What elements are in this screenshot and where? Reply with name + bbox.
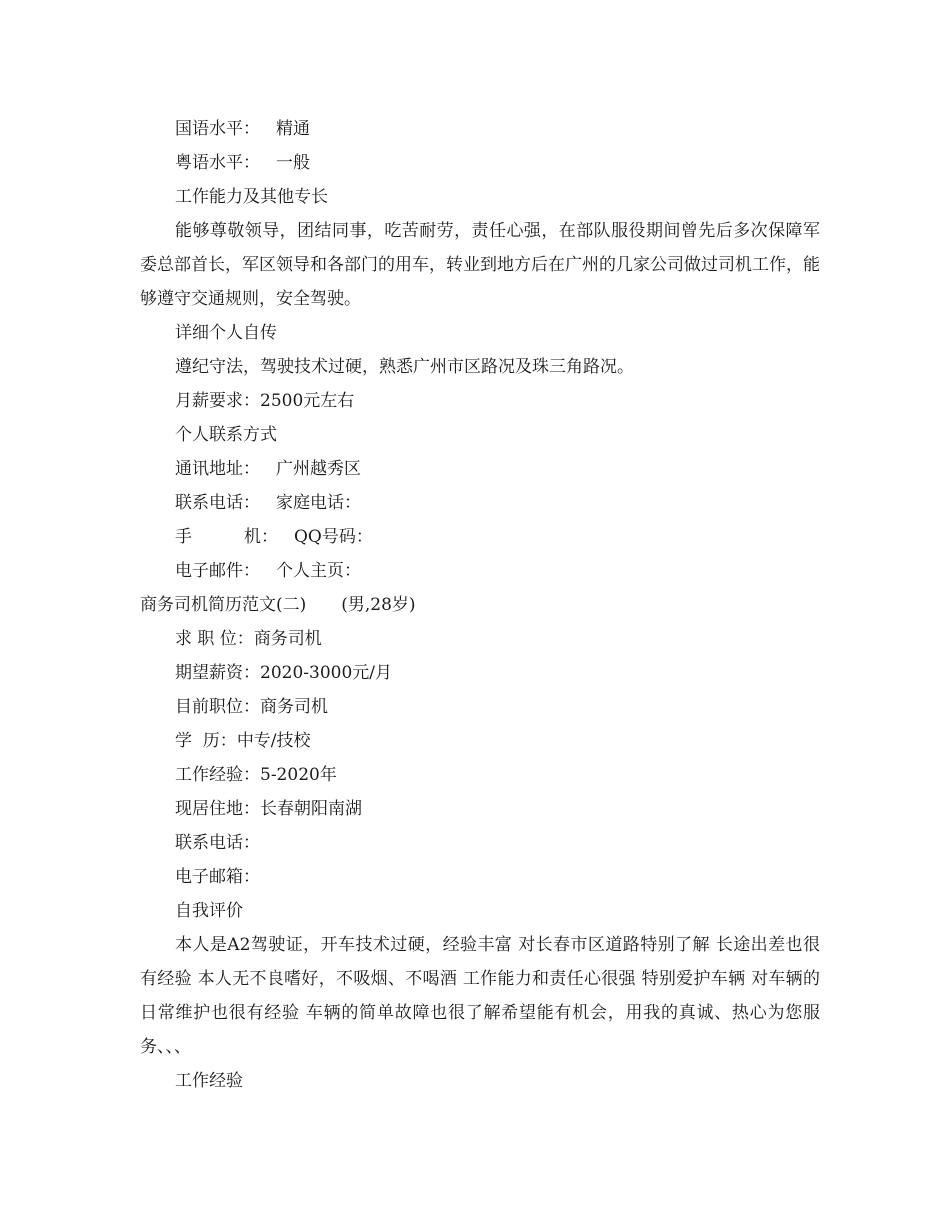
resume2-title-line (140, 588, 820, 622)
job-value: 商务司机 (253, 629, 322, 649)
education-line (140, 724, 820, 758)
self-eval-heading: 自我评价 (175, 901, 243, 921)
expected-salary-value: 2020-3000元/月 (260, 663, 392, 683)
current-position-label: 目前职位： (175, 697, 260, 717)
address-value: 广州越秀区 (276, 459, 361, 479)
experience-line (140, 758, 820, 792)
residence-label: 现居住地： (175, 799, 260, 819)
salary-line (140, 384, 820, 418)
resume2-email-line (140, 860, 820, 894)
skills-heading: 工作能力及其他专长 (175, 187, 328, 207)
mandarin-level-line (140, 112, 820, 146)
education-label: 学 历： (175, 731, 237, 751)
qq-label: QQ号码： (294, 527, 373, 547)
address-line (140, 452, 820, 486)
mobile-label-first: 手 (175, 527, 192, 547)
mobile-label-second: 机： (244, 527, 278, 547)
residence-value: 长春朝阳南湖 (260, 799, 362, 819)
resume2-title: 商务司机简历范文(二) (140, 595, 307, 615)
contact-heading: 个人联系方式 (175, 425, 277, 445)
bio-heading: 详细个人自传 (175, 323, 277, 343)
document-content (140, 112, 820, 1098)
salary-label: 月薪要求： (175, 391, 260, 411)
resume2-phone-label: 联系电话： (175, 833, 260, 853)
salary-value: 2500元左右 (260, 391, 355, 411)
current-position-line (140, 690, 820, 724)
resume2-email-label: 电子邮箱： (175, 867, 260, 887)
work-exp-heading: 工作经验 (175, 1071, 243, 1091)
phone-label: 联系电话： (175, 493, 260, 513)
home-phone-label: 家庭电话： (276, 493, 361, 513)
mandarin-level-label: 国语水平： (175, 119, 260, 139)
self-eval-paragraph: 本人是A2驾驶证，开车技术过硬，经验丰富 对长春市区道路特别了解 长途出差也很有经验 本人无不良嗜好，不吸烟、不喝酒 工作能力和责任心很强 特别爱护车辆 对车辆的日常维护也很有经验 车辆的简单故障也很了解希望能有机会，用我的真诚、热心为您服务、、、 (140, 935, 820, 1057)
job-label: 求 职 位： (175, 629, 254, 649)
skills-paragraph: 能够尊敬领导，团结同事，吃苦耐劳，责任心强，在部队服役期间曾先后多次保障军委总部首长，军区领导和各部门的用车，转业到地方后在广州的几家公司做过司机工作，能够遵守交通规则，安全驾驶。 (140, 221, 820, 309)
mobile-line (140, 520, 820, 554)
residence-line (140, 792, 820, 826)
experience-label: 工作经验： (175, 765, 260, 785)
address-label: 通讯地址： (175, 459, 260, 479)
expected-salary-line (140, 656, 820, 690)
cantonese-level-line (140, 146, 820, 180)
experience-value: 5-2020年 (260, 765, 337, 785)
resume2-phone-line (140, 826, 820, 860)
expected-salary-label: 期望薪资： (175, 663, 260, 683)
bio-text: 遵纪守法，驾驶技术过硬，熟悉广州市区路况及珠三角路况。 (175, 357, 634, 377)
cantonese-level-label: 粤语水平： (175, 153, 260, 173)
homepage-label: 个人主页： (276, 561, 361, 581)
email-line (140, 554, 820, 588)
mandarin-level-value: 精通 (276, 119, 310, 139)
current-position-value: 商务司机 (260, 697, 328, 717)
email-label: 电子邮件： (175, 561, 260, 581)
education-value: 中专/技校 (236, 731, 311, 751)
phone-line (140, 486, 820, 520)
cantonese-level-value: 一般 (276, 153, 310, 173)
resume2-title-note: (男,28岁) (341, 595, 416, 615)
job-line (140, 622, 820, 656)
